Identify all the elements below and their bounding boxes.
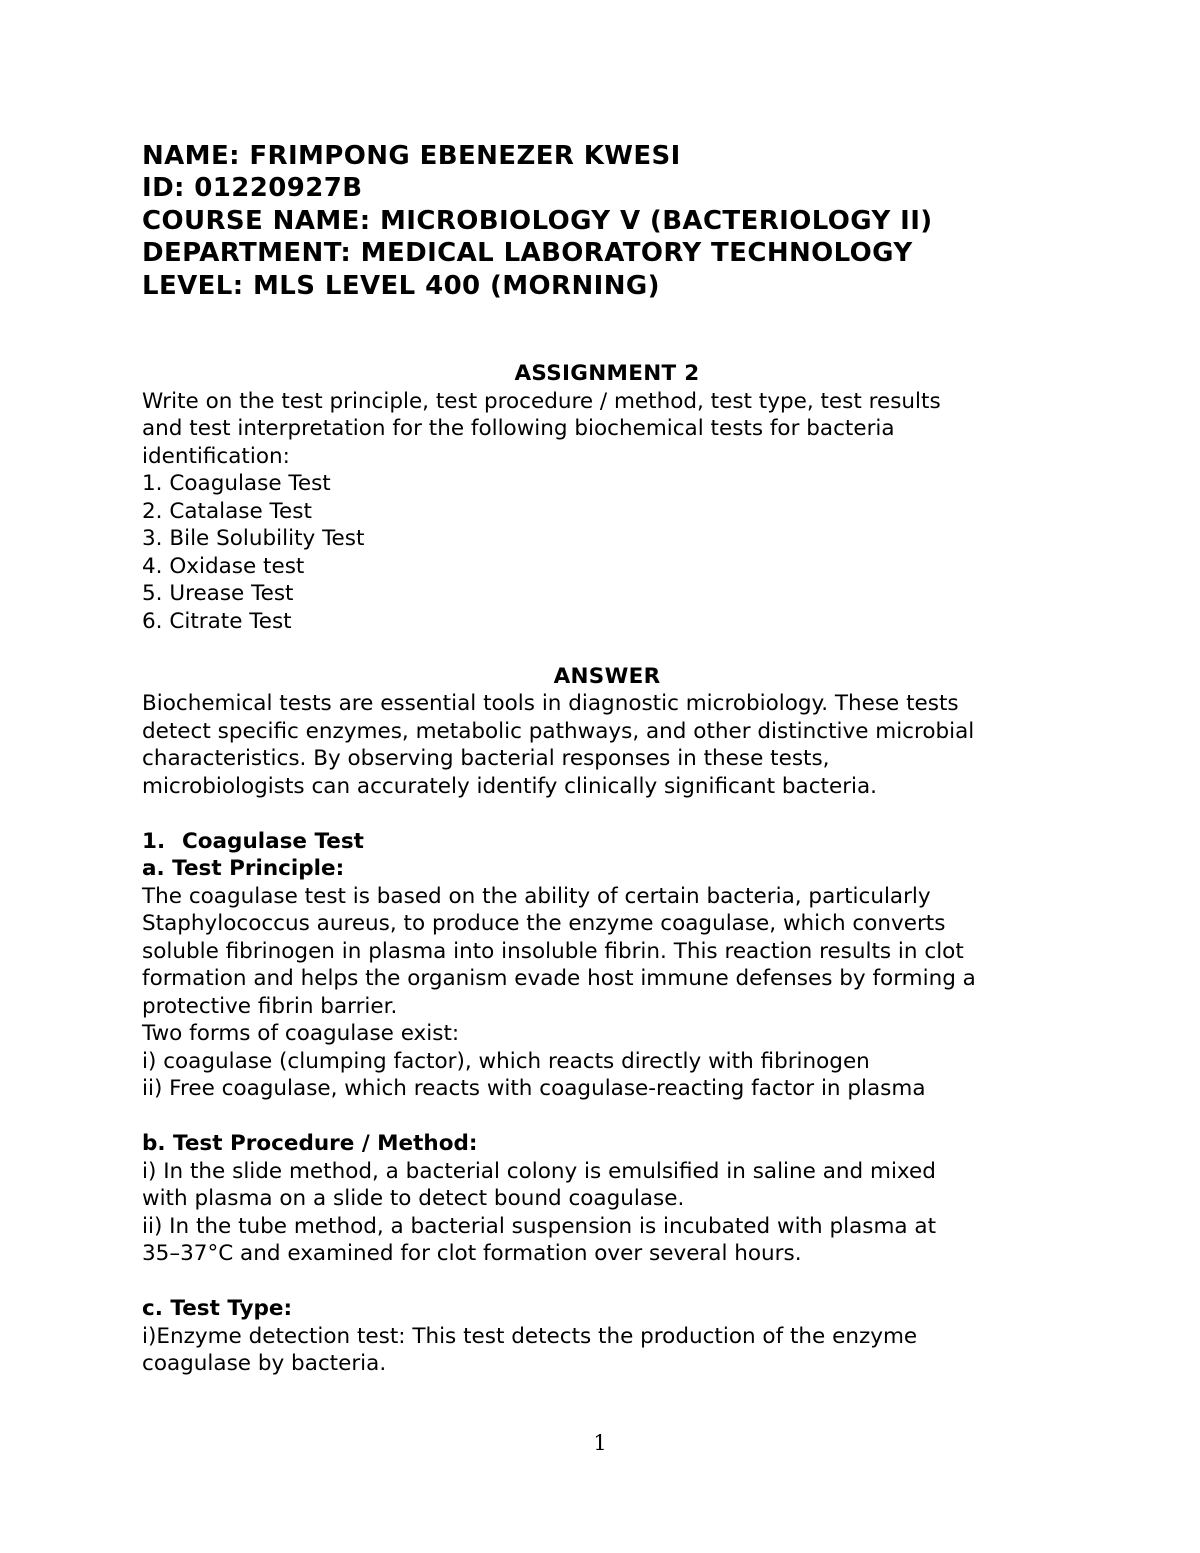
principle-line: formation and helps the organism evade host immune defenses by forming a xyxy=(142,966,976,992)
spacer xyxy=(142,1103,1072,1131)
instruction-line: Write on the test principle, test procedure / method, test type, test results xyxy=(142,388,941,414)
section-title: Coagulase Test xyxy=(182,828,364,854)
answer-title: ANSWER xyxy=(553,663,661,689)
instruction-line: identification: xyxy=(142,443,290,469)
test-list-item: 1. Coagulase Test xyxy=(142,471,331,497)
department: DEPARTMENT: MEDICAL LABORATORY TECHNOLOGY xyxy=(142,238,913,269)
course-name: COURSE NAME: MICROBIOLOGY V (BACTERIOLOGY II) xyxy=(142,205,933,236)
section-heading xyxy=(142,828,1072,856)
test-list-item: 5. Urease Test xyxy=(142,581,294,607)
assignment-title: ASSIGNMENT 2 xyxy=(514,361,700,387)
student-id: ID: 01220927B xyxy=(142,173,363,204)
principle-line: soluble fibrinogen in plasma into insoluble fibrin. This reaction results in clot xyxy=(142,938,964,964)
procedure-line: with plasma on a slide to detect bound coagulase. xyxy=(142,1186,685,1212)
procedure-line: i) In the slide method, a bacterial colony is emulsified in saline and mixed xyxy=(142,1158,936,1184)
procedure-line: ii) In the tube method, a bacterial suspension is incubated with plasma at xyxy=(142,1213,936,1239)
answer-intro-line: microbiologists can accurately identify clinically significant bacteria. xyxy=(142,773,878,799)
document-body xyxy=(142,140,1072,1378)
level: LEVEL: MLS LEVEL 400 (MORNING) xyxy=(142,270,660,301)
spacer xyxy=(142,635,1072,663)
instruction-line: and test interpretation for the following biochemical tests for bacteria xyxy=(142,416,895,442)
procedure-heading: b. Test Procedure / Method: xyxy=(142,1131,478,1157)
test-list-item: 2. Catalase Test xyxy=(142,498,312,524)
procedure-line: 35–37°C and examined for clot formation over several hours. xyxy=(142,1241,802,1267)
test-list-item: 3. Bile Solubility Test xyxy=(142,526,365,552)
section-number: 1. xyxy=(142,828,166,854)
test-list-item: 6. Citrate Test xyxy=(142,608,292,634)
principle-line: The coagulase test is based on the ability of certain bacteria, particularly xyxy=(142,883,931,909)
assignment-section xyxy=(142,360,1072,635)
test-type-line: coagulase by bacteria. xyxy=(142,1351,387,1377)
answer-intro-line: Biochemical tests are essential tools in diagnostic microbiology. These tests xyxy=(142,691,959,717)
answer-intro-line: characteristics. By observing bacterial responses in these tests, xyxy=(142,746,830,772)
answer-intro-line: detect specific enzymes, metabolic pathways, and other distinctive microbial xyxy=(142,718,975,744)
principle-line: Two forms of coagulase exist: xyxy=(142,1021,460,1047)
test-type-heading: c. Test Type: xyxy=(142,1296,293,1322)
page-number: 1 xyxy=(593,1431,607,1455)
student-name: NAME: FRIMPONG EBENEZER KWESI xyxy=(142,141,681,171)
test-type-line: i)Enzyme detection test: This test detects the production of the enzyme xyxy=(142,1323,918,1349)
spacer xyxy=(142,1268,1072,1296)
principle-line: Staphylococcus aureus, to produce the enzyme coagulase, which converts xyxy=(142,911,946,937)
test-list-item: 4. Oxidase test xyxy=(142,553,305,579)
spacer xyxy=(142,800,1072,828)
answer-section xyxy=(142,663,1072,801)
spacer xyxy=(142,302,1072,360)
principle-heading: a. Test Principle: xyxy=(142,856,345,882)
student-header xyxy=(142,140,1072,302)
principle-line: ii) Free coagulase, which reacts with coagulase-reacting factor in plasma xyxy=(142,1076,926,1102)
coagulase-section xyxy=(142,828,1072,1378)
principle-line: protective fibrin barrier. xyxy=(142,993,398,1019)
principle-line: i) coagulase (clumping factor), which reacts directly with fibrinogen xyxy=(142,1048,870,1074)
